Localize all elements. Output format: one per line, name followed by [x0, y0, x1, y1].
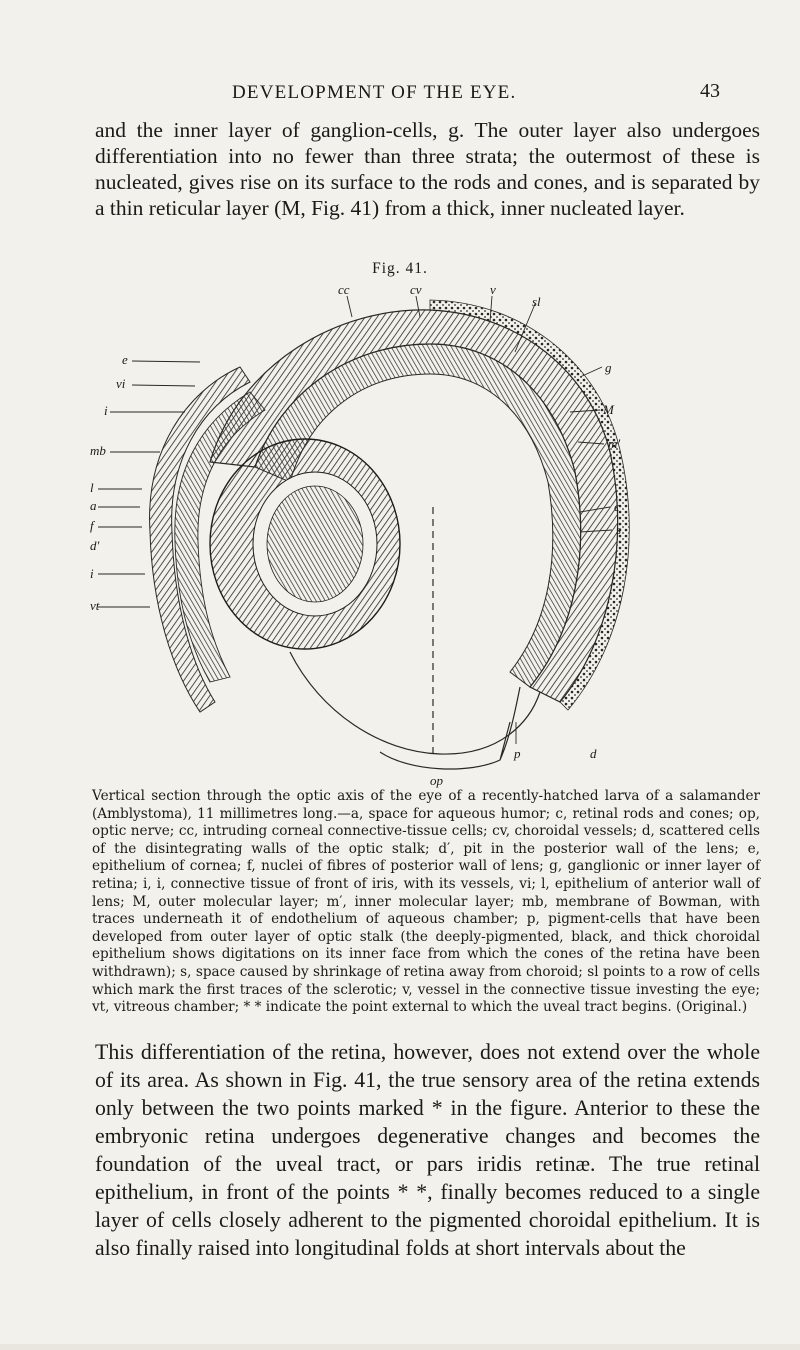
vitreous-chamber-outline [290, 652, 540, 754]
label-e: e [122, 352, 128, 367]
label-m-prime: m′ [608, 436, 621, 451]
label-cc: cc [338, 282, 350, 297]
figure-caption [92, 788, 760, 1017]
page-number: 43 [700, 80, 720, 102]
label-d: d [590, 746, 597, 761]
page-edge [0, 1344, 800, 1350]
label-mb: mb [90, 443, 106, 458]
label-d-prime: d′ [90, 538, 100, 553]
label-f: f [90, 518, 94, 533]
label-cv: cv [410, 282, 422, 297]
eye-section-illustration [90, 282, 690, 792]
label-op: op [430, 773, 443, 788]
label-c: c [614, 499, 620, 514]
running-head: DEVELOPMENT OF THE EYE. [232, 82, 517, 103]
label-v: v [490, 282, 496, 297]
label-g: g [605, 360, 612, 375]
label-vi: vi [116, 376, 126, 391]
label-sl: sl [532, 294, 541, 309]
optic-stalk [380, 687, 520, 769]
label-vt: vt [90, 598, 100, 613]
bottom-paragraph: This differentiation of the retina, however, does not extend over the whole of its area. As shown in Fig. 41, the true sensory area of the retina extends only between the two points marked * in the figure. Anterior to these the embryonic retina undergoes degenerative changes and becomes the foundation of the uveal tract, or pars iridis retinæ. The true retinal epithelium, in front of the points * *, finally becomes reduced to a single layer of cells closely adherent to the pigmented choroidal epithelium. It is also finally raised into longitudinal folds at short intervals about the [95, 1040, 760, 1260]
figure-title: Fig. 41. [372, 260, 428, 277]
caption-body: (Amblystoma), 11 millimetres long.—a, space for aqueous humor; c, retinal rods and cones; op, optic nerve; cc, intruding corneal connective-tissue cells; cv, choroidal vessels; d, scattered cells of the disintegrating walls of the optic stalk; d′, pit in the posterior wall of the lens; e, epithelium of cornea; f, nuclei of fibres of posterior wall of lens; g, ganglionic or inner layer of retina; i, i, connective tissue of front of iris, with its vessels, vi; l, epithelium of anterior wall of lens; M, outer molecular layer; m′, inner molecular layer; mb, membrane of Bowman, with traces underneath it of endothelium of aqueous chamber; p, pigment-cells that have been developed from outer layer of optic stalk (the deeply-pigmented, black, and thick choroidal epithelium shows digitations on its inner face from which the cones of the retina have been withdrawn); s, space caused by shrinkage of retina away from choroid; sl points to a row of cells which mark the first traces of the sclerotic; v, vessel in the connective tissue investing the eye; vt, vitreous chamber; * * indicate the point external to which the uveal tract begins. (Original.) [92, 805, 760, 1016]
label-M: M [603, 402, 614, 417]
caption-lead: Vertical section through the optic axis of the eye of a recently-hatched larva of a salamander [92, 788, 760, 804]
label-p: p [514, 746, 521, 761]
label-l: l [90, 480, 94, 495]
top-paragraph: and the inner layer of ganglion-cells, g. The outer layer also undergoes differentiation into no fewer than three strata; the outermost of these is nucleated, gives rise on its surface to the rods and cones, and is separated by a thin reticular layer (M, Fig. 41) from a thick, inner nucleated layer. [95, 118, 760, 220]
label-s: s [616, 522, 622, 537]
lens-core [267, 486, 363, 602]
label-a: a [90, 498, 97, 513]
label-i-upper: i [104, 403, 108, 418]
label-i-lower: i [90, 566, 94, 581]
